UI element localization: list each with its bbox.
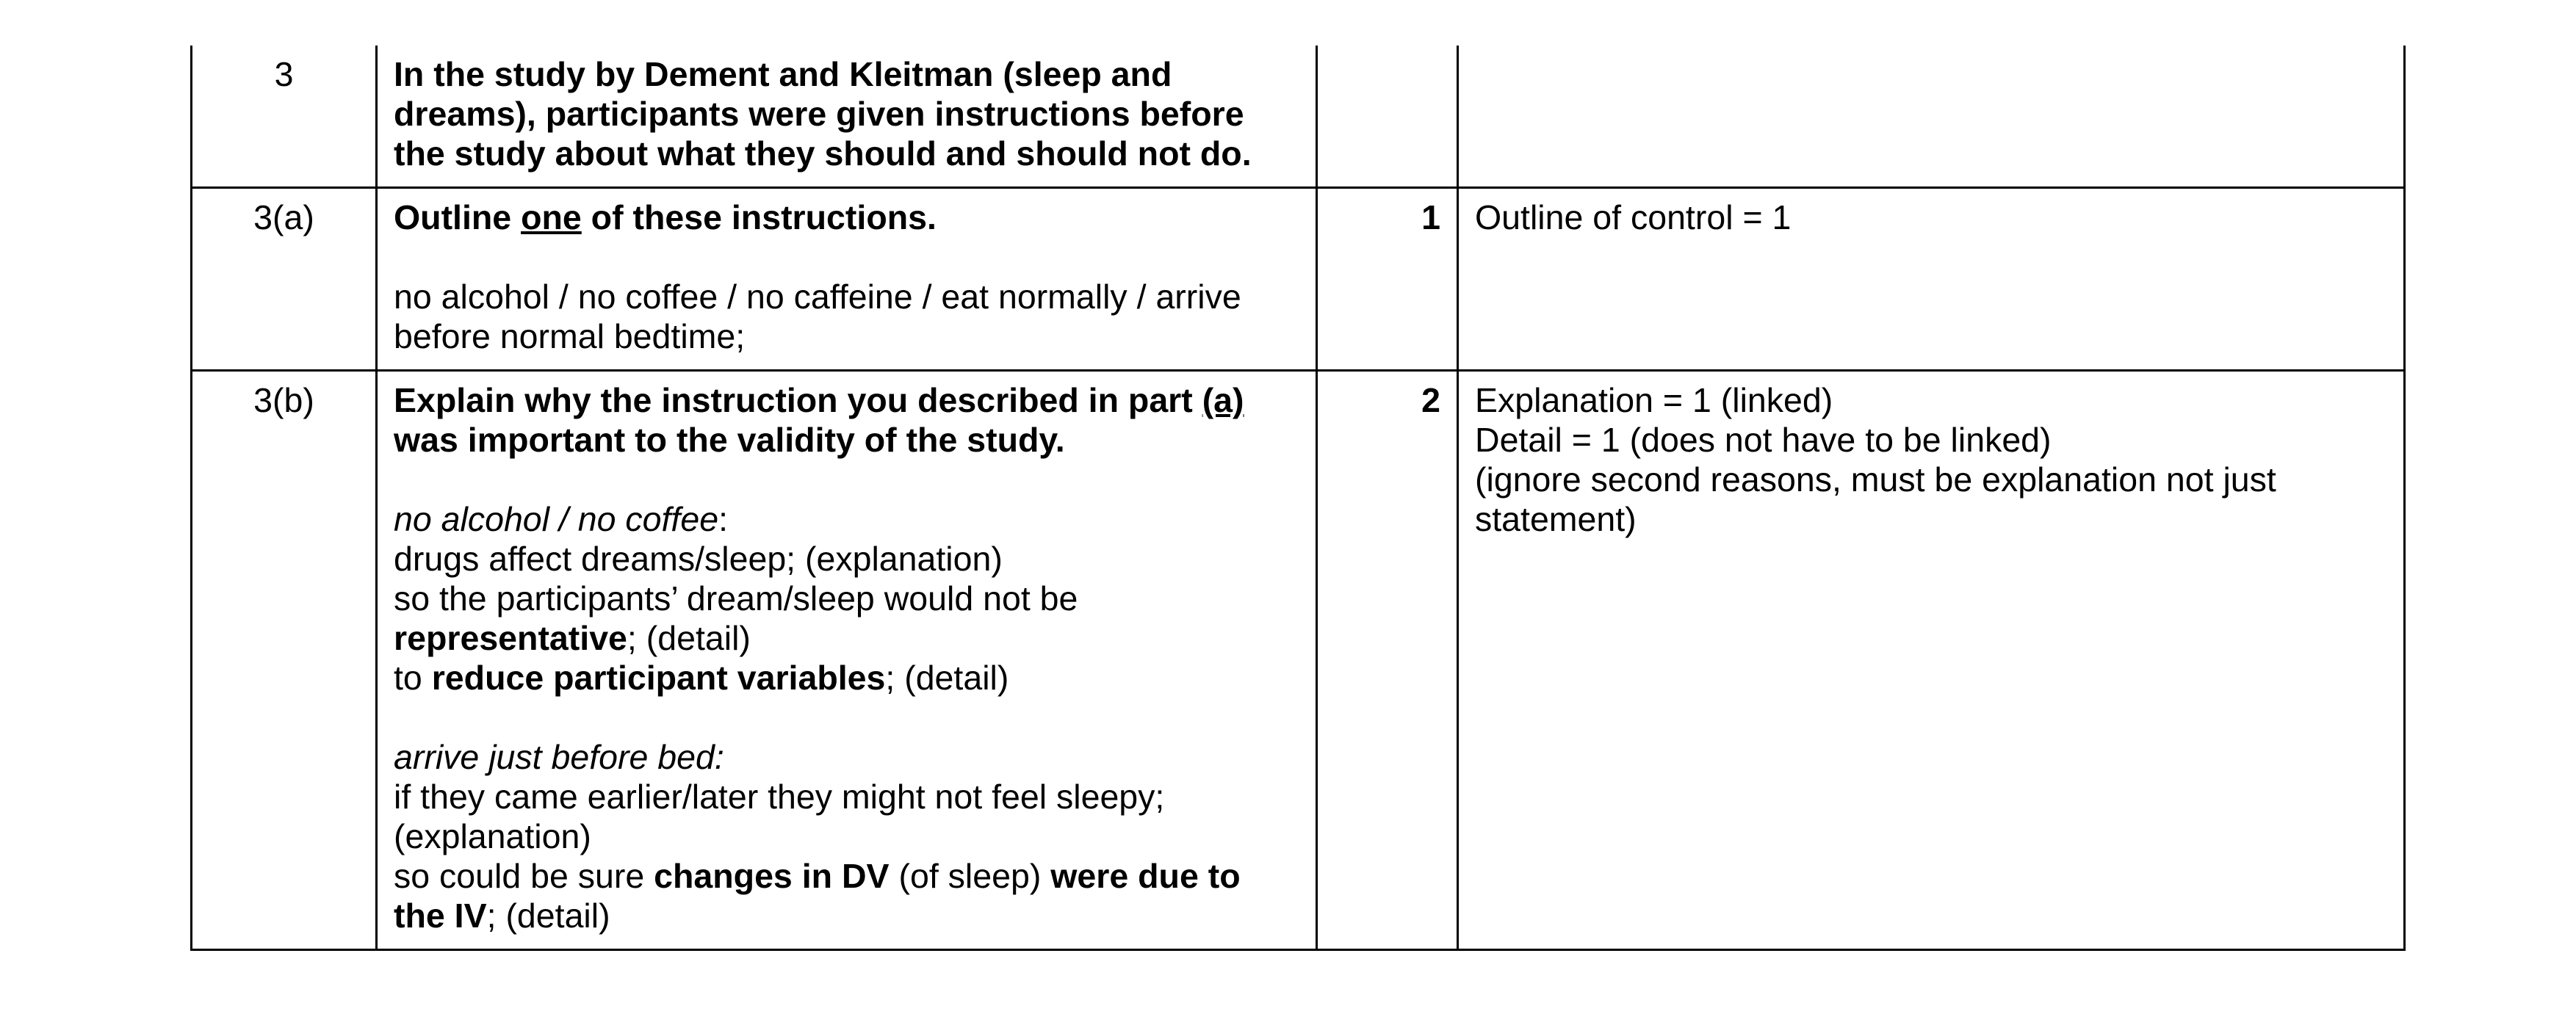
- answer-keyword: reduce participant variables: [431, 659, 886, 697]
- question-text-pre: Explain why the instruction you described in part: [394, 381, 1202, 419]
- question-text: [394, 198, 1299, 237]
- answer-line: [394, 856, 1299, 935]
- guidance-line: Detail = 1 (does not have to be linked): [1475, 421, 2052, 459]
- answer-text: no alcohol / no coffee / no caffeine / eat normally / arrive before normal bedtime;: [394, 278, 1241, 355]
- answer-heading: arrive just before bed:: [394, 738, 724, 776]
- answer-line: if they came earlier/later they might not feel sleepy; (explanation): [394, 778, 1165, 855]
- question-number: 3(b): [192, 371, 377, 950]
- answer-line-mid: (of sleep): [889, 857, 1051, 895]
- answer-line-pre: so the participants’ dream/sleep would not be: [394, 579, 1078, 618]
- guidance-cell: [1458, 371, 2405, 950]
- guidance-line: (ignore second reasons, must be explanation not just statement): [1475, 460, 2276, 538]
- question-text-underlined: one: [521, 198, 582, 236]
- answer-keyword: were due to the IV: [394, 857, 1241, 935]
- question-cell: [377, 188, 1317, 371]
- answer-keyword: representative: [394, 619, 627, 657]
- guidance-line: Explanation = 1 (linked): [1475, 381, 1833, 419]
- marks-cell: [1317, 46, 1458, 188]
- question-text-post: of these instructions.: [581, 198, 937, 236]
- answer-keyword: changes in DV: [654, 857, 890, 895]
- answer-line: drugs affect dreams/sleep; (explanation): [394, 540, 1003, 578]
- answer-line-post: ; (detail): [486, 897, 610, 935]
- question-cell: [377, 46, 1317, 188]
- marks-cell: 2: [1317, 371, 1458, 950]
- answer-line-pre: to: [394, 659, 432, 697]
- answer-line-post: ; (detail): [885, 659, 1009, 697]
- guidance-cell: [1458, 46, 2405, 188]
- answer-line: [394, 658, 1299, 698]
- question-text: In the study by Dement and Kleitman (sleep and dreams), participants were given instructions before the study about what they should and should not do.: [394, 55, 1252, 173]
- marks-cell: 1: [1317, 188, 1458, 371]
- answer-line-pre: so could be sure: [394, 857, 654, 895]
- question-text-underlined: (a): [1202, 381, 1244, 419]
- question-number: 3: [192, 46, 377, 188]
- answer-line: [394, 579, 1299, 658]
- table-row: [192, 46, 2405, 188]
- question-cell: [377, 371, 1317, 950]
- question-text-pre: Outline: [394, 198, 522, 236]
- answer-line-post: ; (detail): [627, 619, 751, 657]
- table-row: [192, 371, 2405, 950]
- answer-block-bedtime: [394, 737, 1299, 935]
- answer-heading-suffix: :: [718, 500, 728, 538]
- mark-scheme-table: [190, 46, 2406, 951]
- question-text-post: was important to the validity of the study.: [394, 421, 1065, 459]
- answer-heading: no alcohol / no coffee: [394, 500, 719, 538]
- guidance-cell: Outline of control = 1: [1458, 188, 2405, 371]
- table-row: [192, 188, 2405, 371]
- answer-block-alcohol: [394, 499, 1299, 698]
- question-number: 3(a): [192, 188, 377, 371]
- question-text: [394, 380, 1299, 460]
